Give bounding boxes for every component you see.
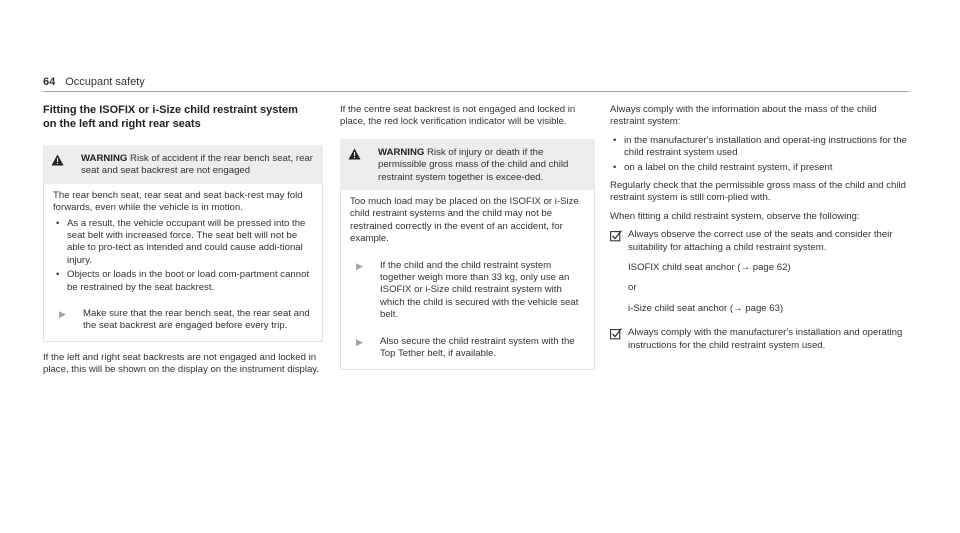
page-number: 64 (43, 76, 56, 88)
bullet-item: • in the manufacturer's installation and operat-ing instructions for the child restraint system used (610, 135, 910, 160)
action-step: ▶ If the child and the child restraint system together weigh more than 33 kg, only use an ISOFIX or i-Size child restraint system with which the child is secured with the vehicle seat belt. (350, 260, 586, 322)
action-step: ▶ Make sure that the rear bench seat, the rear seat and the seat backrest are engaged before every trip. (53, 308, 314, 333)
warning-label: WARNING (81, 153, 128, 164)
paragraph: If the centre seat backrest is not engaged and locked in place, the red lock verification indicator will be visible. (340, 104, 576, 128)
page-reference-link[interactable]: ISOFIX child seat anchor (→ page 62) (628, 262, 791, 274)
checklist-item: Always observe the correct use of the seats and consider their suitability for attaching a child restraint system. ISOFIX child seat anchor (→ page 62) or i-Size child seat anchor (→ page 63) (610, 229, 910, 323)
section-heading: Fitting the ISOFIX or i-Size child restraint system on the left and right rear seats (43, 104, 298, 130)
warning-block-2 (340, 139, 595, 370)
warning-triangle-icon (51, 153, 81, 178)
mass-info-bullets (610, 135, 910, 174)
header-rule (43, 91, 909, 92)
warning-triangle-icon (348, 147, 378, 184)
warning-intro: Too much load may be placed on the ISOFIX or i-Size child restraint systems and the child may not be restrained correctly in the event of an accident, for example. (350, 196, 579, 245)
warning-header (43, 145, 323, 184)
play-arrow-icon: ▶ (59, 309, 66, 320)
column-left (43, 104, 323, 377)
warning-title: Risk of accident if the rear bench seat, rear seat and seat backrest are not engaged (81, 153, 313, 177)
paragraph: If the left and right seat backrests are not engaged and locked in place, this will be shown on the display on the instrument display. (43, 351, 320, 376)
warning-body (43, 184, 323, 342)
paragraph: Always comply with the information about the mass of the child restraint system: (610, 104, 877, 128)
bullet-item: • Objects or loads in the boot or load com-partment cannot be restrained by the seat backrest. (53, 269, 314, 294)
section-title: Occupant safety (65, 76, 145, 88)
play-arrow-icon: ▶ (356, 336, 363, 347)
paragraph: Regularly check that the permissible gross mass of the child and child restraint system is still com-plied with. (610, 180, 906, 204)
paragraph: When fitting a child restraint system, observe the following: (610, 210, 860, 222)
warning-title: Risk of injury or death if the permissible gross mass of the child and child restraint system together is excee-ded. (378, 146, 569, 183)
checkbox-tick-icon (610, 327, 628, 360)
warning-bullets (53, 218, 314, 294)
checklist-item: Always comply with the manufacturer's installation and operating instructions for the child restraint system used. (610, 327, 910, 360)
warning-header (340, 139, 595, 190)
warning-intro: The rear bench seat, rear seat and seat back-rest may fold forwards, even while the vehicle is in motion. (53, 189, 303, 214)
column-middle (340, 104, 595, 370)
page-reference-link[interactable]: i-Size child seat anchor (→ page 63) (628, 302, 784, 314)
bullet-item: • on a label on the child restraint system, if present (610, 162, 910, 174)
action-step: ▶ Also secure the child restraint system with the Top Tether belt, if available. (350, 336, 586, 361)
warning-label: WARNING (378, 146, 425, 158)
checkbox-tick-icon (610, 229, 628, 323)
warning-block-1 (43, 145, 323, 342)
bullet-item: • As a result, the vehicle occupant will be pressed into the seat belt with increased force. The seat belt will not be able to pro-tect as intended and could cause addi-tional injury. (53, 218, 314, 268)
page-header (43, 76, 145, 88)
column-right (610, 104, 910, 364)
warning-body (340, 190, 595, 369)
play-arrow-icon: ▶ (356, 260, 363, 271)
